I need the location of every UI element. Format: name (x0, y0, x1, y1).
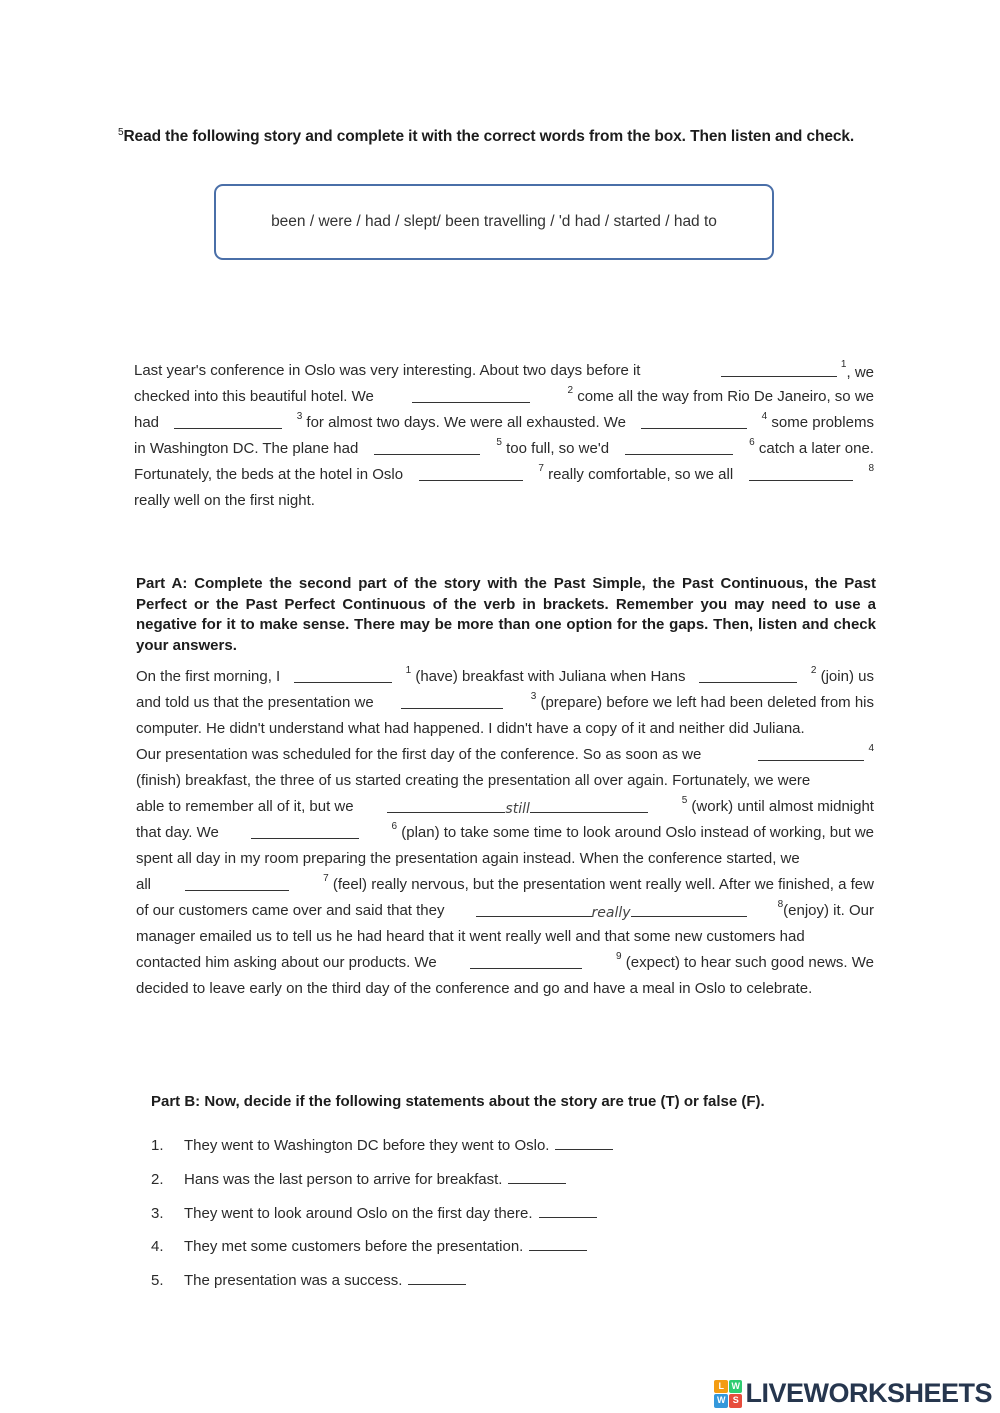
statement-2: 2. Hans was the last person to arrive for breakfast. (151, 1169, 566, 1188)
partA-line-1: On the first morning, I $^1$ (have) breakfast with Juliana when Hans $^2$ (join) us (136, 665, 874, 685)
partA-gap-4[interactable] (758, 746, 864, 761)
partA-gap-8b[interactable] (631, 902, 747, 917)
statement-4: 4. They met some customers before the presentation. (151, 1236, 587, 1255)
partA-gap-5a[interactable] (387, 798, 505, 813)
statement-3: 3. They went to look around Oslo on the first day there. (151, 1203, 597, 1222)
partA-line-2: and told us that the presentation we $^3$ (prepare) before we left had been deleted from his (136, 691, 874, 711)
gap-1[interactable] (721, 362, 837, 377)
statement-5: 5. The presentation was a success. (151, 1270, 466, 1289)
answer-blank-2[interactable] (508, 1169, 566, 1184)
partA-gap-6[interactable] (251, 824, 359, 839)
partA-line-3: computer. He didn't understand what had happened. I didn't have a copy of it and neither did Juliana. (136, 720, 805, 737)
story1-line-2: checked into this beautiful hotel. We $^2$ come all the way from Rio De Janeiro, so we (134, 385, 874, 405)
partA-line-9: all $^7$ (feel) really nervous, but the presentation went really well. After we finished, a few (136, 873, 874, 893)
answer-blank-1[interactable] (555, 1135, 613, 1150)
gap-4[interactable] (641, 414, 747, 429)
story1-line-3: had $^3$ for almost two days. We were all exhausted. We $^4$ some problems (134, 411, 874, 431)
part-b-heading: Part B: Now, decide if the following statements about the story are true (T) or false (F). (151, 1093, 765, 1110)
partA-line-4: Our presentation was scheduled for the first day of the conference. So as soon as we $^4$ (136, 743, 874, 763)
partA-line-13: decided to leave early on the third day of the conference and go and have a meal in Oslo to celebrate. (136, 980, 813, 997)
story1-line-1: Last year's conference in Oslo was very interesting. About two days before it $^1$, we (134, 359, 874, 381)
answer-blank-4[interactable] (529, 1236, 587, 1251)
partA-gap-5b[interactable] (530, 798, 648, 813)
partA-gap-7[interactable] (185, 876, 289, 891)
word-box (214, 184, 774, 260)
partA-gap-3[interactable] (401, 694, 503, 709)
handwritten-really: really (591, 905, 631, 921)
exercise-number: 5 (118, 127, 124, 138)
logo-mark-icon: L W W S (714, 1380, 742, 1408)
answer-blank-5[interactable] (408, 1270, 466, 1285)
part-a-heading: Part A: Complete the second part of the story with the Past Simple, the Past Continuous, the Past Perfect or the Past Perfect Continuous of the verb in brackets. Remember you may need to use a negative for it to make sense. There may be more than one option for the gaps. Then, listen and check your answers. (136, 575, 876, 654)
partA-line-7: that day. We $^6$ (plan) to take some time to look around Oslo instead of working, but we (136, 821, 874, 841)
story1-line-6: really well on the first night. (134, 492, 315, 509)
gap-3[interactable] (174, 414, 282, 429)
partA-gap-1[interactable] (294, 668, 392, 683)
instruction: $^5$Read the following story and complete it with the correct words from the box. Then listen and check. (118, 127, 855, 145)
partA-line-5: (finish) breakfast, the three of us started creating the presentation all over again. Fortunately, we were (136, 772, 811, 789)
partA-line-11: manager emailed us to tell us he had heard that it went really well and that some new customers had (136, 928, 805, 945)
statement-1: 1. They went to Washington DC before they went to Oslo. (151, 1135, 613, 1154)
partA-line-10: of our customers came over and said that they really $^8$(enjoy) it. Our (136, 899, 874, 921)
gap-7[interactable] (419, 466, 523, 481)
gap-8[interactable] (749, 466, 853, 481)
liveworksheets-logo[interactable] (714, 1378, 992, 1409)
partA-gap-9[interactable] (470, 954, 582, 969)
gap-2[interactable] (412, 388, 530, 403)
partA-line-8: spent all day in my room preparing the presentation again instead. When the conference started, we (136, 850, 800, 867)
partA-line-6: able to remember all of it, but we still $^5$ (work) until almost midnight (136, 795, 874, 817)
partA-gap-8a[interactable] (476, 902, 592, 917)
partA-line-12: contacted him asking about our products. We $^9$ (expect) to hear such good news. We (136, 951, 874, 971)
word-box-text: been / were / had / slept/ been travelling / 'd had / started / had to (271, 213, 717, 230)
handwritten-still: still (505, 801, 530, 817)
answer-blank-3[interactable] (539, 1203, 597, 1218)
gap-6[interactable] (625, 440, 733, 455)
gap-5[interactable] (374, 440, 480, 455)
story1-line-5: Fortunately, the beds at the hotel in Oslo $^7$ really comfortable, so we all $^8$ (134, 463, 874, 483)
logo-text: LIVEWORKSHEETS (745, 1378, 992, 1408)
story1-line-4: in Washington DC. The plane had $^5$ too full, so we'd $^6$ catch a later one. (134, 437, 874, 457)
partA-gap-2[interactable] (699, 668, 797, 683)
